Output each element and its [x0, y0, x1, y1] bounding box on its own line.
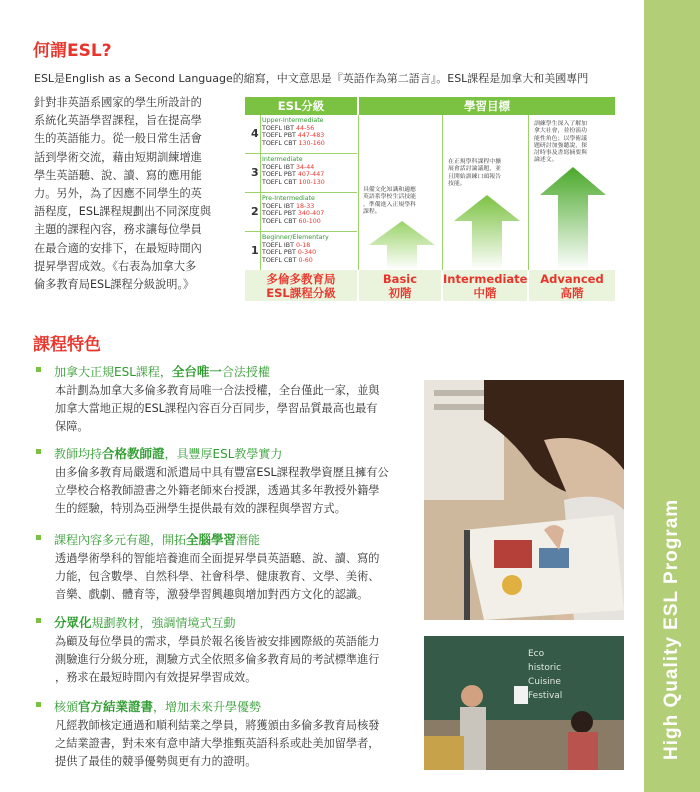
toefl-cbt-range: 130-160: [298, 139, 325, 147]
level-details: [262, 195, 324, 225]
intro-line: 語程度，ESL課程規劃出不同深度與: [34, 205, 212, 219]
feature-body: 凡經教師核定通過和順利結業之學員，將獲頒由多倫多教育局核發 之結業證書，對未來有意申請大學推甄英語科系或赴美加留學者， 提供了最佳的競爭優勢與更有力的證明。: [55, 719, 380, 769]
intro-line: 學生英語聽、說、讀、寫的應用能: [34, 168, 202, 182]
bullet-icon: [36, 449, 41, 454]
goal-text-intermediate: 在正規學科課程中擴 展會話討論議題，並 且開始訓練口頭報告 技能。: [448, 159, 502, 187]
level-name: Beginner/Elementary: [262, 234, 329, 241]
goal-column-intermediate: [442, 115, 529, 270]
footer-intermediate: Intermediate 中階: [443, 272, 528, 300]
level-row-4: [245, 115, 357, 154]
section-heading-features: 課程特色: [33, 335, 101, 355]
intro-paragraph: [34, 94, 234, 294]
board-word: Festival: [528, 691, 563, 701]
feature-title: 加拿大正規ESL課程，全台唯一合法授權: [54, 364, 270, 379]
goal-column-basic: [358, 115, 443, 270]
toefl-pbt-range: 407-447: [297, 171, 325, 179]
level-number: 1: [251, 244, 259, 257]
feature-title: 分眾化規劃教材，強調情境式互動: [54, 615, 236, 630]
level-row-3: [245, 154, 357, 193]
toefl-cbt-range: 60-100: [298, 217, 321, 225]
toefl-pbt-label: TOEFL PBT: [262, 171, 298, 179]
level-details: [262, 117, 325, 147]
level-name: Upper-Intermediate: [262, 117, 324, 124]
feature-body: 本計劃為加拿大多倫多教育局唯一合法授權，全台僅此一家，並與 加拿大當地正規的ESL課程內容百分百同步，學習品質最高也最有 保障。: [55, 384, 380, 434]
toefl-pbt-label: TOEFL PBT: [262, 132, 298, 140]
bullet-icon: [36, 535, 41, 540]
level-number: 4: [251, 127, 259, 140]
intro-line: 主題的課程內容，務求讓每位學員: [34, 223, 202, 237]
intro-line: 針對非英語系國家的學生所設計的: [34, 96, 202, 109]
toefl-cbt-label: TOEFL CBT: [262, 139, 299, 147]
photo-student-artwork: [424, 380, 624, 620]
feature-body: 由多倫多教育局嚴選和派遣局中具有豐富ESL課程教學資歷且擁有公 立學校合格教師證書之外籍老師來台授課，透過其多年教授外籍學 生的經驗，特別為亞洲學生提供最有效的課程與學習方式。: [55, 466, 389, 516]
arrow-up-icon: [452, 193, 522, 271]
footer-advanced: Advanced 高階: [529, 270, 615, 301]
toefl-ibt-range: 34-44: [295, 163, 315, 171]
toefl-pbt-range: 0-340: [297, 249, 317, 257]
level-number: 2: [251, 205, 259, 218]
intro-line: 提昇學習成效。《右表為加拿大多: [34, 259, 197, 273]
intro-line: 話到學術交流，藉由短期訓練增進: [34, 150, 202, 164]
level-name: Intermediate: [262, 156, 303, 163]
feature-body: 為顧及每位學員的需求，學員於報名後皆被安排國際級的英語能力 測驗進行分級分班，測驗方式全依照多倫多教育局的考試標準進行 ，務求在最短時間內有效提昇學習成效。: [55, 635, 380, 685]
section-heading-what-is-esl: 何謂ESL?: [33, 41, 112, 61]
table-header-levels: ESL分級: [245, 97, 357, 115]
feature-title: 教師均持合格教師證，具豐厚ESL教學實力: [54, 446, 283, 461]
level-row-2: [245, 193, 357, 232]
board-word: Eco: [528, 649, 545, 659]
toefl-cbt-label: TOEFL CBT: [262, 178, 299, 186]
intro-line: 力。另外，為了因應不同學生的英: [34, 187, 202, 201]
bullet-icon: [36, 702, 41, 707]
footer-basic: Basic 初階: [359, 270, 441, 301]
goal-text-basic: 具備文化知識和適應 英語系學校生活技能 ，準備進入正規學科 課程。: [363, 187, 417, 215]
level-name: Pre-Intermediate: [262, 195, 315, 202]
board-word: historic: [528, 663, 562, 673]
level-details: [262, 156, 325, 186]
toefl-cbt-label: TOEFL CBT: [262, 217, 299, 225]
toefl-cbt-range: 0-60: [298, 256, 313, 264]
arrow-up-icon: [538, 165, 608, 271]
toefl-ibt-label: TOEFL IBT: [262, 202, 296, 210]
intro-line: 系統化英語學習課程，旨在提高學: [34, 114, 202, 128]
feature-title: 課程內容多元有趣，開拓全腦學習潛能: [54, 532, 261, 547]
sidebar-title-text: High Quality ESL Program: [661, 498, 682, 760]
goal-text-advanced: 訓練學生深入了解加 拿大社會，並扮演功 能性角色；以學術議 題研討加強聽說，探 討時事及書寫摘要與 論述文。: [534, 121, 588, 164]
intro-line: 在最合適的安排下，在最短時間內: [34, 241, 202, 255]
toefl-pbt-range: 447-483: [297, 132, 325, 140]
arrow-up-icon: [367, 219, 437, 271]
toefl-cbt-label: TOEFL CBT: [262, 256, 299, 264]
toefl-ibt-range: 44-56: [295, 124, 315, 132]
toefl-ibt-range: 0-18: [295, 241, 311, 249]
bullet-icon: [36, 618, 41, 623]
toefl-ibt-label: TOEFL IBT: [262, 163, 296, 171]
feature-body: 透過學術學科的智能培養進而全面提昇學員英語聽、說、讀、寫的 力能，包含數學、自然科學、社會科學、健康教育、文學、美術、 音樂、戲劇、體育等，激發學習興趣與增加對西方文化的認識。: [55, 552, 380, 602]
level-number: 3: [251, 166, 259, 179]
toefl-pbt-label: TOEFL PBT: [262, 249, 298, 257]
intro-first-line: ESL是English as a Second Language的縮寫，中文意思是『英語作為第二語言』。ESL課程是加拿大和美國專門: [34, 72, 589, 85]
toefl-cbt-range: 100-130: [298, 178, 325, 186]
esl-level-table: [245, 97, 615, 301]
toefl-pbt-label: TOEFL PBT: [262, 210, 298, 218]
photo-classroom-chalkboard: [424, 636, 624, 770]
classroom-illustration: [424, 636, 624, 770]
toefl-pbt-range: 340-407: [297, 210, 325, 218]
footer-board-label: 多倫多教育局 ESL課程分級: [245, 270, 357, 301]
toefl-ibt-label: TOEFL IBT: [262, 241, 296, 249]
intro-line: 倫多教育局ESL課程分級說明。》: [34, 278, 195, 292]
table-header-goals: 學習目標: [359, 97, 615, 115]
board-word: Cuisine: [528, 677, 561, 687]
toefl-ibt-range: 18-33: [295, 202, 315, 210]
student-artwork-illustration: [424, 380, 624, 620]
bullet-icon: [36, 367, 41, 372]
toefl-ibt-label: TOEFL IBT: [262, 124, 296, 132]
goal-column-advanced: [528, 115, 616, 270]
intro-line: 生的英語能力。從一般日常生活會: [34, 132, 202, 146]
level-details: [262, 234, 329, 264]
level-row-1: [245, 232, 357, 271]
feature-title: 核頒官方結業證書，增加未來升學優勢: [54, 699, 262, 714]
